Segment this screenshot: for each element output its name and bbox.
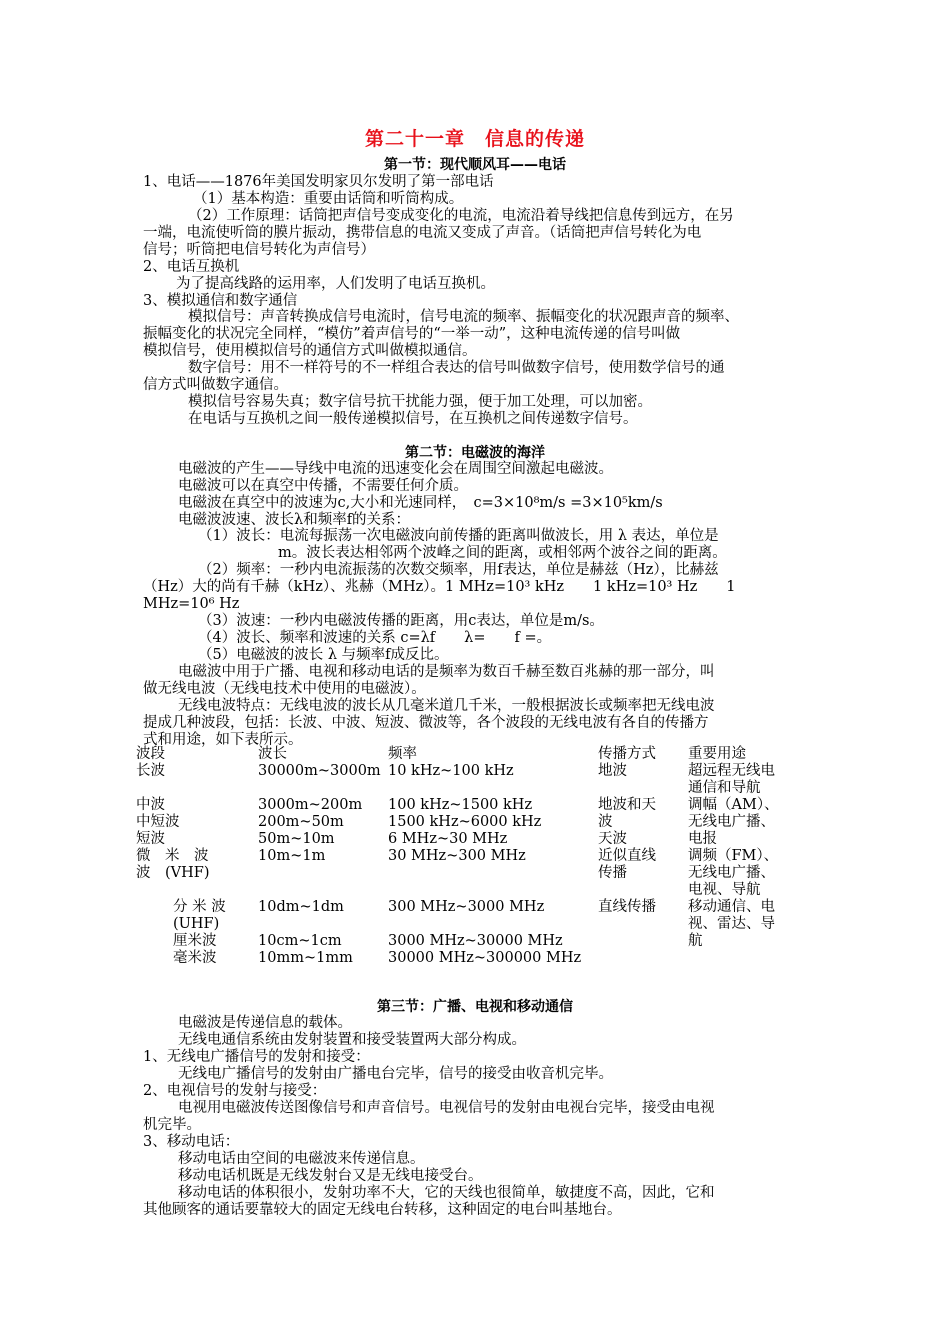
table-cell: 移动通信、电 xyxy=(688,899,775,915)
paragraph-line: （3）波速：一秒内电磁波传播的距离，用c表达，单位是m/s。 xyxy=(198,613,604,629)
table-cell: 无线电广播、 xyxy=(688,814,775,830)
paragraph-line: 1、无线电广播信号的发射和接受： xyxy=(143,1049,370,1065)
table-cell: 分 米 波 xyxy=(173,899,226,915)
paragraph-line: 移动电话机既是无线发射台又是无线电接受台。 xyxy=(178,1168,483,1184)
table-cell: 天波 xyxy=(598,831,627,847)
paragraph-line: m。波长表达相邻两个波峰之间的距离，或相邻两个波谷之间的距离。 xyxy=(278,545,727,561)
table-cell: 电报 xyxy=(688,831,717,847)
paragraph-line: MHz=10⁶ Hz xyxy=(143,596,240,612)
table-cell: 3000 MHz~30000 MHz xyxy=(388,933,563,949)
paragraph-line: 电磁波是传递信息的载体。 xyxy=(178,1015,352,1031)
table-header: 波长 xyxy=(258,746,287,762)
paragraph-line: 无线电波特点：无线电波的波长从几毫米道几千米，一般根据波长或频率把无线电波 xyxy=(178,698,715,714)
paragraph-line: 式和用途，如下表所示。 xyxy=(143,732,303,748)
paragraph-line: 电磁波的产生——导线中电流的迅速变化会在周围空间激起电磁波。 xyxy=(178,461,613,477)
table-header: 频率 xyxy=(388,746,417,762)
table-cell: 50m~10m xyxy=(258,831,335,847)
table-cell: 传播 xyxy=(598,865,627,881)
table-cell: 30 MHz~300 MHz xyxy=(388,848,526,864)
chapter-title: 第二十一章 信息的传递 xyxy=(364,128,585,150)
table-cell: 调幅（AM）、 xyxy=(688,797,779,813)
table-cell: 长波 xyxy=(136,763,165,779)
table-cell: 通信和导航 xyxy=(688,780,761,796)
table-cell: 无线电广播、 xyxy=(688,865,775,881)
paragraph-line: 电视用电磁波传送图像信号和声音信号。电视信号的发射由电视台完毕，接受由电视 xyxy=(178,1100,715,1116)
paragraph-line: （2）频率：一秒内电流振荡的次数交频率，用f表达，单位是赫兹（Hz），比赫兹 xyxy=(198,562,719,578)
table-cell: 100 kHz~1500 kHz xyxy=(388,797,533,813)
table-cell: 10cm~1cm xyxy=(258,933,342,949)
paragraph-line: 模拟信号：声音转换成信号电流时，信号电流的频率、振幅变化的状况跟声音的频率、 xyxy=(188,309,739,325)
table-header: 传播方式 xyxy=(598,746,656,762)
section-3-heading: 第三节：广播、电视和移动通信 xyxy=(377,999,573,1015)
paragraph-line: （5）电磁波的波长 λ 与频率f成反比。 xyxy=(198,647,449,663)
paragraph-line: 数字信号：用不一样符号的不一样组合表达的信号叫做数字信号，使用数学信号的通 xyxy=(188,360,725,376)
table-cell: 直线传播 xyxy=(598,899,656,915)
table-header: 波段 xyxy=(136,746,165,762)
table-cell: 调频（FM）、 xyxy=(688,848,779,864)
paragraph-line: 2、电话互换机 xyxy=(143,259,240,275)
table-cell: 短波 xyxy=(136,831,165,847)
paragraph-line: 为了提高线路的运用率，人们发明了电话互换机。 xyxy=(176,276,495,292)
table-cell: 视、雷达、导 xyxy=(688,916,775,932)
table-cell: 1500 kHz~6000 kHz xyxy=(388,814,542,830)
paragraph-line: 电磁波可以在真空中传播，不需要任何介质。 xyxy=(178,478,468,494)
paragraph-line: （Hz）大的尚有千赫（kHz）、兆赫（MHz）。1 MHz=10³ kHz 1 kHz=10³ Hz 1 xyxy=(143,579,736,595)
paragraph-line: 做无线电波（无线电技术中使用的电磁波）。 xyxy=(143,681,426,697)
table-cell: 地波和天 xyxy=(598,797,656,813)
table-cell: 波 (VHF) xyxy=(136,865,210,881)
paragraph-line: 一端，电流使听筒的膜片振动，携带信息的电流又变成了声音。（话筒把声信号转化为电 xyxy=(143,225,702,241)
paragraph-line: 其他顾客的通话要靠较大的固定无线电台转移，这种固定的电台叫基地台。 xyxy=(143,1202,622,1218)
paragraph-line: 3、移动电话： xyxy=(143,1134,240,1150)
paragraph-line: 电磁波中用于广播、电视和移动电话的是频率为数百千赫至数百兆赫的那一部分，叫 xyxy=(178,664,715,680)
table-cell: 航 xyxy=(688,933,703,949)
table-header: 重要用途 xyxy=(688,746,746,762)
section-2-heading: 第二节：电磁波的海洋 xyxy=(405,445,545,461)
paragraph-line: 1、电话——1876年美国发明家贝尔发明了第一部电话 xyxy=(143,174,494,190)
table-cell: 6 MHz~30 MHz xyxy=(388,831,508,847)
table-cell: 超远程无线电 xyxy=(688,763,775,779)
paragraph-line: 3、模拟通信和数字通信 xyxy=(143,293,298,309)
table-cell: 近似直线 xyxy=(598,848,656,864)
paragraph-line: 电磁波在真空中的波速为c,大小和光速同样， c=3×10⁸m/s =3×10⁵km/s xyxy=(178,495,663,511)
section-1-heading: 第一节：现代顺风耳——电话 xyxy=(384,157,566,173)
paragraph-line: 信号；听筒把电信号转化为声信号） xyxy=(143,242,375,258)
table-cell: 微 米 波 xyxy=(136,848,209,864)
paragraph-line: 信方式叫做数字通信。 xyxy=(143,377,288,393)
table-cell: 300 MHz~3000 MHz xyxy=(388,899,545,915)
table-cell: 电视、导航 xyxy=(688,882,761,898)
table-cell: 30000m~3000m xyxy=(258,763,381,779)
paragraph-line: 电磁波波速、波长λ和频率f的关系： xyxy=(178,512,411,528)
table-cell: 中短波 xyxy=(136,814,180,830)
paragraph-line: 模拟信号容易失真；数字信号抗干扰能力强，便于加工处理，可以加密。 xyxy=(188,394,652,410)
table-cell: 中波 xyxy=(136,797,165,813)
table-cell: 厘米波 xyxy=(173,933,217,949)
table-cell: 10mm~1mm xyxy=(258,950,353,966)
paragraph-line: 移动电话的体积很小，发射功率不大，它的天线也很简单，敏捷度不高，因此，它和 xyxy=(178,1185,715,1201)
table-cell: 10dm~1dm xyxy=(258,899,344,915)
paragraph-line: 模拟信号，使用模拟信号的通信方式叫做模拟通信。 xyxy=(143,343,477,359)
paragraph-line: 移动电话由空间的电磁波来传递信息。 xyxy=(178,1151,425,1167)
table-cell: (UHF) xyxy=(173,916,220,932)
paragraph-line: 机完毕。 xyxy=(143,1117,201,1133)
paragraph-line: （1）基本构造：重要由话筒和听筒构成。 xyxy=(193,191,464,207)
paragraph-line: 无线电广播信号的发射由广播电台完毕，信号的接受由收音机完毕。 xyxy=(178,1066,613,1082)
table-cell: 毫米波 xyxy=(173,950,217,966)
paragraph-line: 提成几种波段，包括：长波、中波、短波、微波等，各个波段的无线电波有各自的传播方 xyxy=(143,715,709,731)
table-cell: 3000m~200m xyxy=(258,797,363,813)
table-cell: 地波 xyxy=(598,763,627,779)
table-cell: 波 xyxy=(598,814,613,830)
table-cell: 10m~1m xyxy=(258,848,326,864)
paragraph-line: （4）波长、频率和波速的关系 c=λf λ= f =。 xyxy=(198,630,552,646)
table-cell: 30000 MHz~300000 MHz xyxy=(388,950,582,966)
paragraph-line: （1）波长：电流每振荡一次电磁波向前传播的距离叫做波长，用 λ 表达，单位是 xyxy=(198,528,719,544)
paragraph-line: 无线电通信系统由发射装置和接受装置两大部分构成。 xyxy=(178,1032,526,1048)
paragraph-line: （2）工作原理：话筒把声信号变成变化的电流，电流沿着导线把信息传到远方，在另 xyxy=(188,208,734,224)
table-cell: 200m~50m xyxy=(258,814,344,830)
paragraph-line: 振幅变化的状况完全同样，“模仿”着声信号的“一举一动”，这种电流传递的信号叫做 xyxy=(143,326,681,342)
paragraph-line: 在电话与互换机之间一般传递模拟信号，在互换机之间传递数字信号。 xyxy=(188,411,638,427)
table-cell: 10 kHz~100 kHz xyxy=(388,763,514,779)
paragraph-line: 2、电视信号的发射与接受： xyxy=(143,1083,327,1099)
